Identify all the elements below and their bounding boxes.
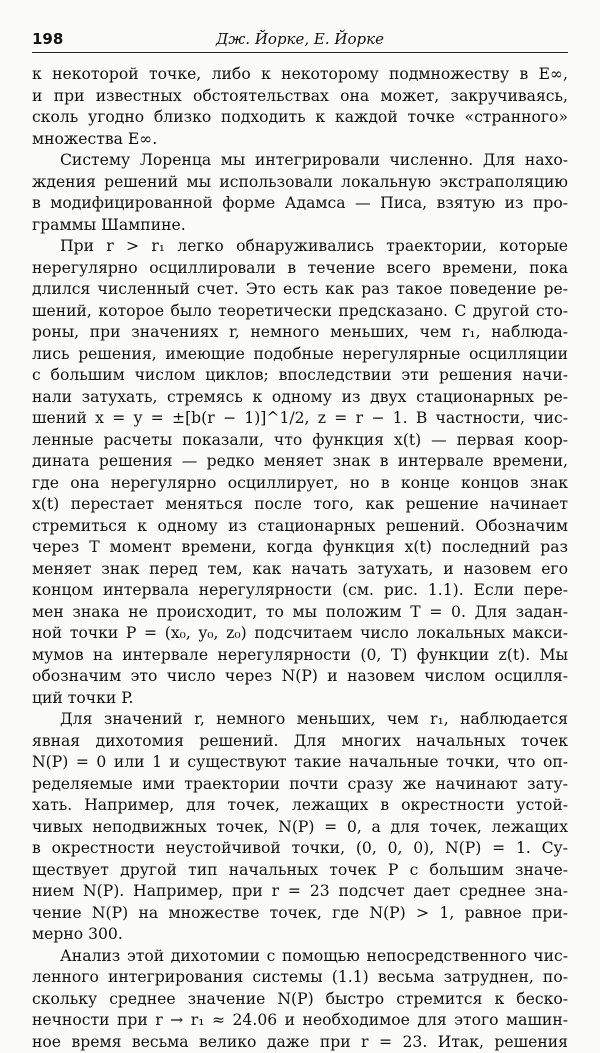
body-text (32, 64, 568, 1053)
text-line: хать. Например, для точек, лежащих в окрестности устой- (32, 795, 568, 817)
text-line: роны, при значениях r, немного меньших, чем r₁, наблюда- (32, 322, 568, 344)
text-line: мумов на интервале нерегулярности (0, T) функции z(t). Мы (32, 645, 568, 667)
text-line: нерегулярно осциллировали в течение всего времени, пока (32, 258, 568, 280)
text-line: в окрестности неустойчивой точки, (0, 0, 0), N(P) = 1. Су- (32, 838, 568, 860)
text-line: ределяемые ими траектории почти сразу же начинают зату- (32, 774, 568, 796)
text-line: шений x = y = ±[b(r − 1)]^1/2, z = r − 1. В частности, чис- (32, 408, 568, 430)
text-line: ществует другой тип начальных точек P с большим значе- (32, 860, 568, 882)
text-line: Для значений r, немного меньших, чем r₁, наблюдается (32, 709, 568, 731)
text-line: и при известных обстоятельствах она может, закручиваясь, (32, 86, 568, 108)
text-line: При r > r₁ легко обнаруживались траектории, которые (32, 236, 568, 258)
text-line: чивых неподвижных точек, N(P) = 0, а для точек, лежащих (32, 817, 568, 839)
text-line: Анализ этой дихотомии с помощью непосредственного чис- (32, 946, 568, 968)
text-line: где она нерегулярно осциллирует, но в конце концов знак (32, 473, 568, 495)
text-line: явная дихотомия решений. Для многих начальных точек (32, 731, 568, 753)
text-line: с большим числом циклов; впоследствии эти решения начи- (32, 365, 568, 387)
text-line: граммы Шампине. (32, 215, 568, 237)
text-line: ждения решений мы использовали локальную экстраполяцию (32, 172, 568, 194)
text-line: мерно 300. (32, 924, 568, 946)
text-line: шений, которое было теоретически предсказано. С другой сто- (32, 301, 568, 323)
text-line: ций точки P. (32, 688, 568, 710)
page-header (32, 30, 568, 53)
text-line: нием N(P). Например, при r = 23 подсчет дает среднее зна- (32, 881, 568, 903)
text-line: сколь угодно близко подходить к каждой точке «странного» (32, 107, 568, 129)
text-line: через T момент времени, когда функция x(t) последний раз (32, 537, 568, 559)
text-line: N(P) = 0 или 1 и существуют такие начальные точки, что оп- (32, 752, 568, 774)
text-line: меняет знак перед тем, как начать затухать, и назовем его (32, 559, 568, 581)
text-line: чение N(P) на множестве точек, где N(P) > 1, равное при- (32, 903, 568, 925)
text-line: x(t) перестает меняться после того, как решение начинает (32, 494, 568, 516)
text-line: нали затухать, стремясь к одному из двух стационарных ре- (32, 387, 568, 409)
text-line: ной точки P = (x₀, y₀, z₀) подсчитаем число локальных макси- (32, 623, 568, 645)
text-line: дината решения — редко меняет знак в интервале времени, (32, 451, 568, 473)
text-line: мен знака не происходит, то мы положим T = 0. Для задан- (32, 602, 568, 624)
text-line: концом интервала нерегулярности (см. рис. 1.1). Если пере- (32, 580, 568, 602)
page-number: 198 (32, 30, 63, 48)
text-line: множества E∞. (32, 129, 568, 151)
text-line: ное время весьма велико даже при r = 23. Итак, решения (32, 1032, 568, 1053)
text-line: ленного интегрирования системы (1.1) весьма затруднен, по- (32, 967, 568, 989)
text-line: в модифицированной форме Адамса — Писа, взятую из про- (32, 193, 568, 215)
text-line: длился численный счет. Это есть как раз такое поведение ре- (32, 279, 568, 301)
text-line: к некоторой точке, либо к некоторому подмножеству в E∞, (32, 64, 568, 86)
text-line: обозначим это число через N(P) и назовем числом осцилля- (32, 666, 568, 688)
text-line: стремиться к одному из стационарных решений. Обозначим (32, 516, 568, 538)
text-line: ленные расчеты показали, что функция x(t) — первая коор- (32, 430, 568, 452)
running-title: Дж. Йорке, Е. Йорке (32, 30, 568, 48)
text-line: скольку среднее значение N(P) быстро стремится к беско- (32, 989, 568, 1011)
text-line: Систему Лоренца мы интегрировали численно. Для нахо- (32, 150, 568, 172)
text-line: лись решения, имеющие подобные нерегулярные осцилляции (32, 344, 568, 366)
text-line: нечности при r → r₁ ≈ 24.06 и необходимое для этого машин- (32, 1010, 568, 1032)
